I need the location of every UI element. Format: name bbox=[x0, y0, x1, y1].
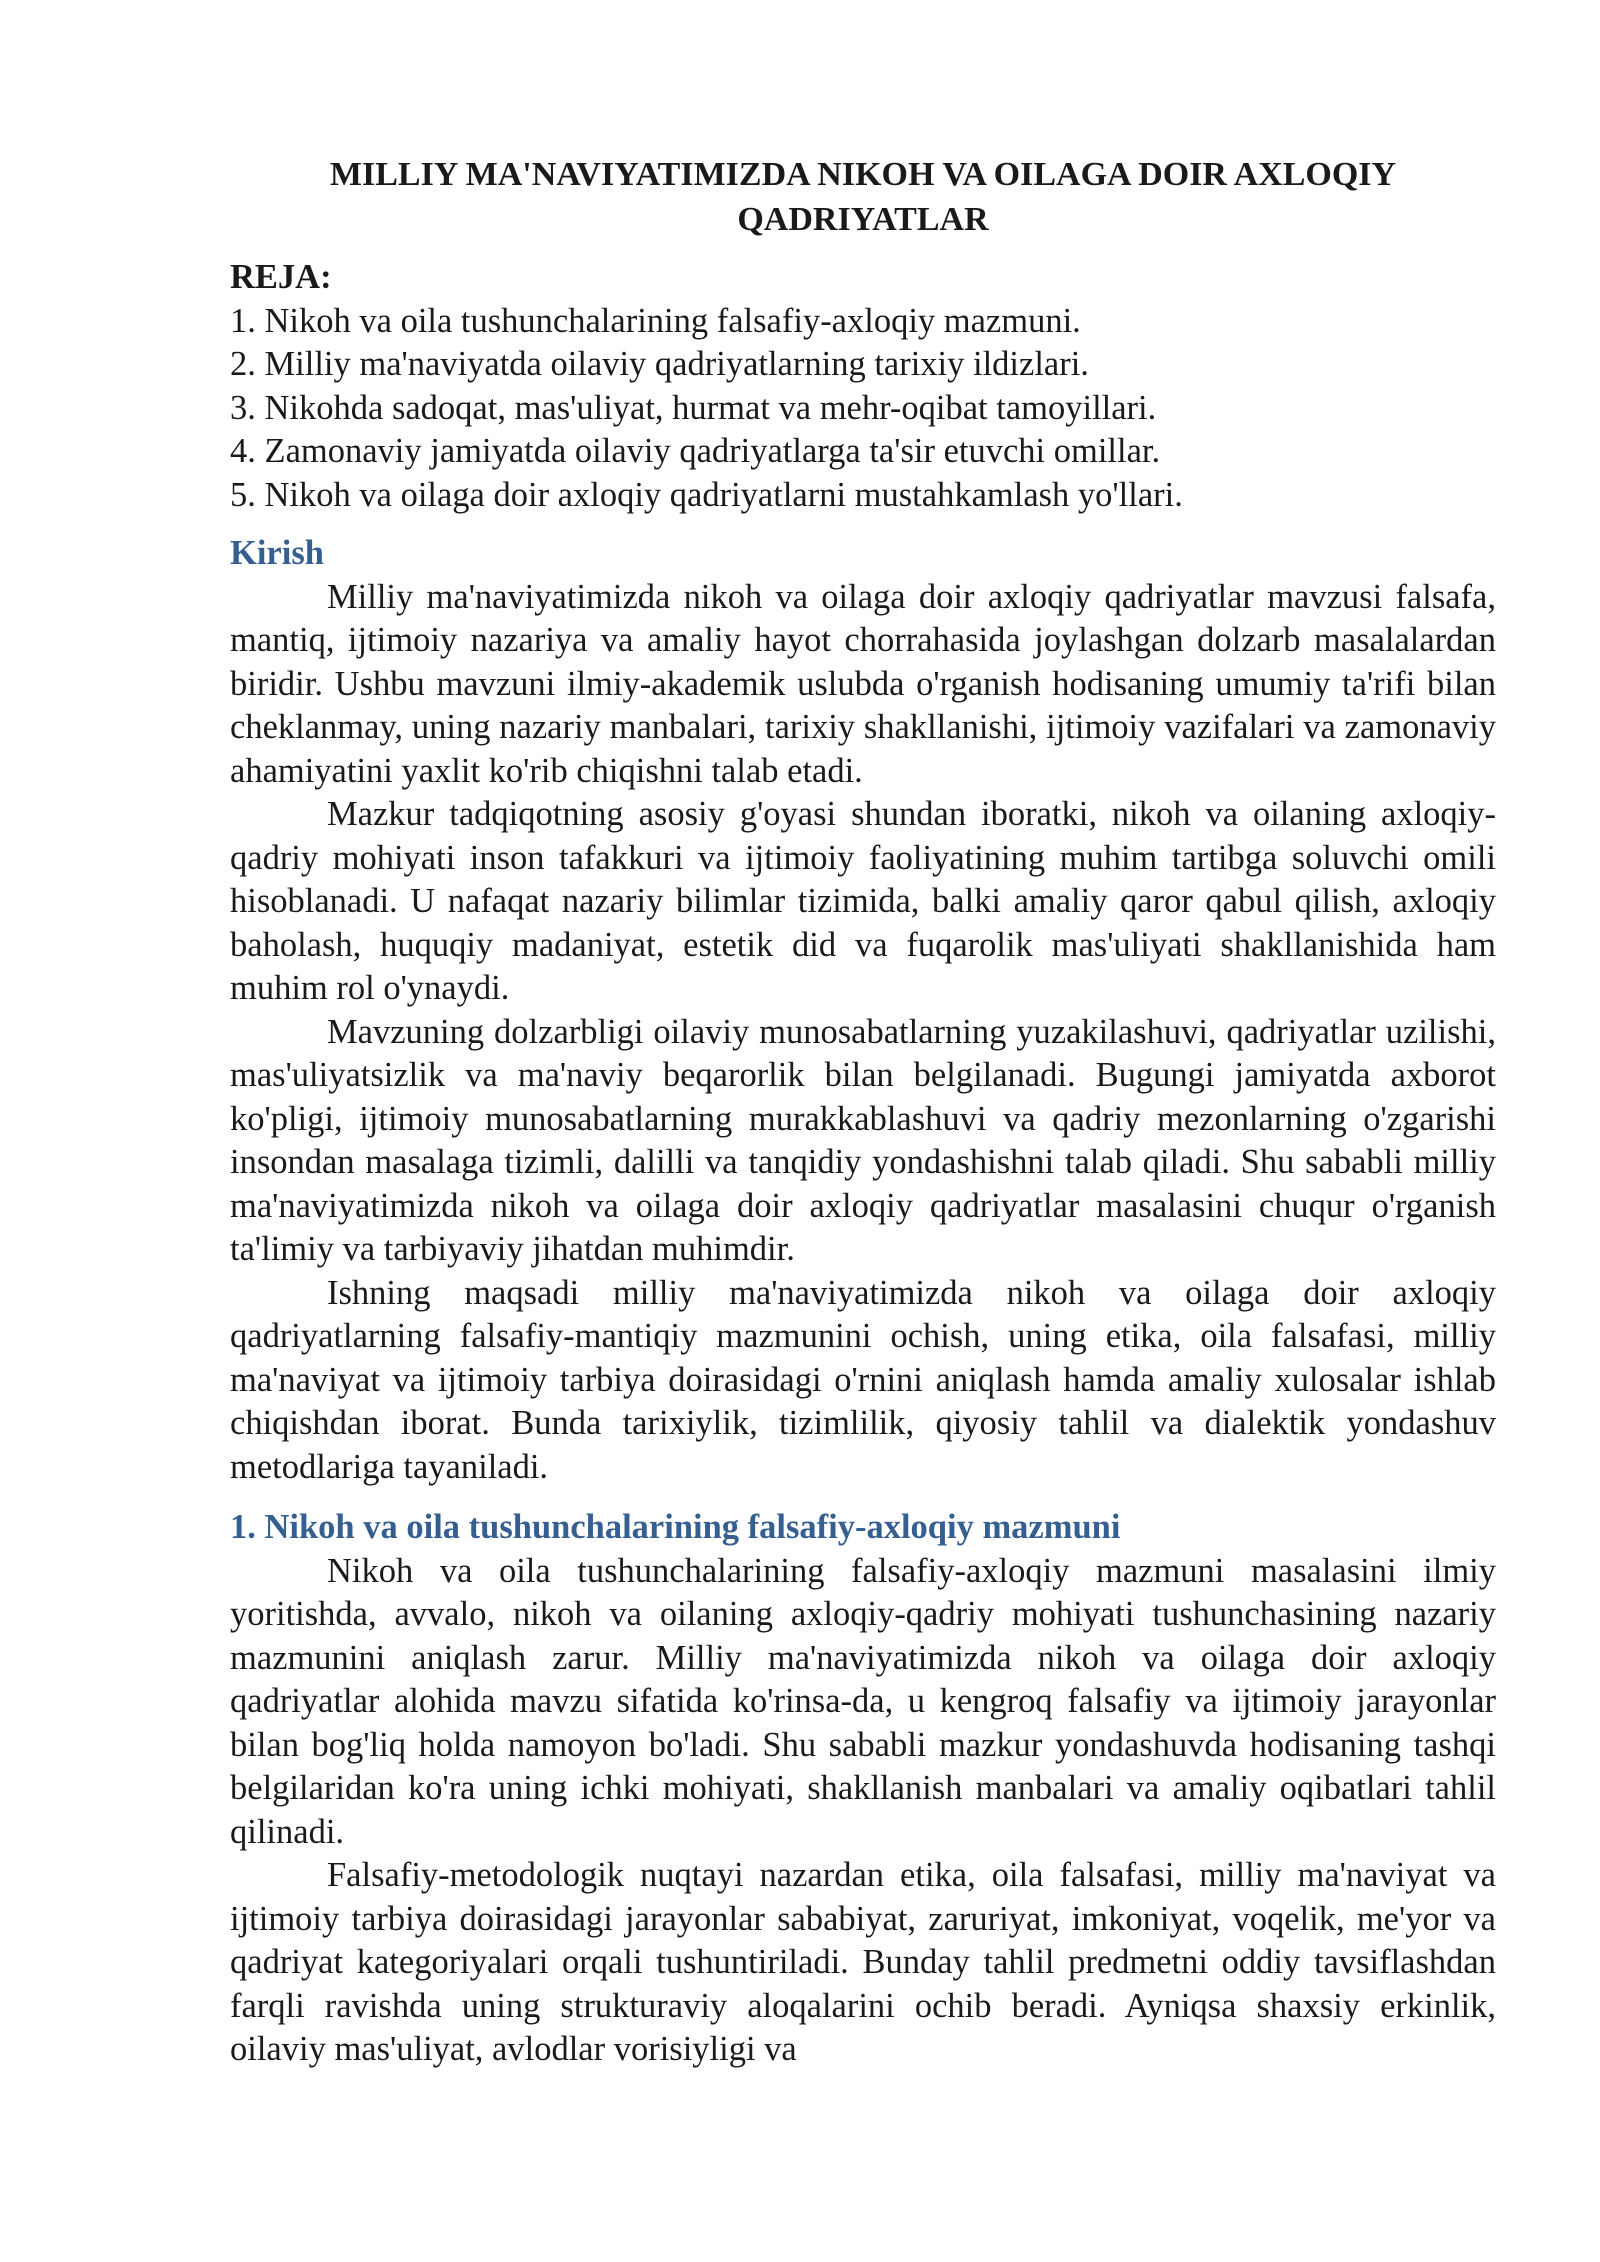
document-title: MILLIY MA'NAVIYATIMIZDA NIKOH VA OILAGA DOIR AXLOQIY QADRIYATLAR bbox=[329, 156, 1397, 238]
document-page bbox=[230, 152, 1496, 2072]
paragraph: Milliy ma'naviyatimizda nikoh va oilaga doir axloqiy qadriyatlar mavzusi falsafa, mantiq, ijtimoiy nazariya va amaliy hayot chorrahasida joylashgan dolzarb masalalardan biridir. Ushbu mavzuni ilmiy-akademik uslubda o'rganish hodisaning umumiy ta'rifi bilan cheklanmay, uning nazariy manbalari, tarixiy shakllanishi, ijtimoiy vazifalari va zamonaviy ahamiyatini yaxlit ko'rib chiqishni talab etadi. bbox=[230, 577, 1496, 790]
paragraph: Mavzuning dolzarbligi oilaviy munosabatlarning yuzakilashuvi, qadriyatlar uzilishi, mas'uliyatsizlik va ma'naviy beqarorlik bilan belgilanadi. Bugungi jamiyatda axborot ko'pligi, ijtimoiy munosabatlarning murakkablashuvi va qadriy mezonlarning o'zgarishi insondan masalaga tizimli, dalilli va tanqidiy yondashishni talab qiladi. Shu sababli milliy ma'naviyatimizda nikoh va oilaga doir axloqiy qadriyatlar masalasini chuqur o'rganish ta'limiy va tarbiyaviy jihatdan muhimdir. bbox=[230, 1012, 1496, 1268]
paragraph: Ishning maqsadi milliy ma'naviyatimizda nikoh va oilaga doir axloqiy qadriyatlarning falsafiy-mantiqiy mazmunini ochish, uning etika, oila falsafasi, milliy ma'naviyat va ijtimoiy tarbiya doirasidagi o'rnini aniqlash hamda amaliy xulosalar ishlab chiqishdan iborat. Bunda tarixiylik, tizimlilik, qiyosiy tahlil va dialektik yondashuv metodlariga tayaniladi. bbox=[230, 1273, 1496, 1486]
paragraph: Mazkur tadqiqotning asosiy g'oyasi shundan iboratki, nikoh va oilaning axloqiy-qadriy mohiyati inson tafakkuri va ijtimoiy faoliyatining muhim tartibga soluvchi omili hisoblanadi. U nafaqat nazariy bilimlar tizimida, balki amaliy qaror qabul qilish, axloqiy baholash, huquqiy madaniyat, estetik did va fuqarolik mas'uliyati shakllanishida ham muhim rol o'ynaydi. bbox=[230, 795, 1496, 1007]
plan-item: 5. Nikoh va oilaga doir axloqiy qadriyatlarni mustahkamlash yo'llari. bbox=[230, 475, 1183, 514]
plan-item: 3. Nikohda sadoqat, mas'uliyat, hurmat va mehr-oqibat tamoyillari. bbox=[230, 388, 1157, 427]
plan-heading: REJA: bbox=[230, 258, 332, 296]
plan-item: 4. Zamonaviy jamiyatda oilaviy qadriyatlarga ta'sir etuvchi omillar. bbox=[230, 432, 1161, 470]
paragraph: Nikoh va oila tushunchalarining falsafiy-axloqiy mazmuni masalasini ilmiy yoritishda, avvalo, nikoh va oilaning axloqiy-qadriy mohiyati tushunchasining nazariy mazmunini aniqlash zarur. Milliy ma'naviyatimizda nikoh va oilaga doir axloqiy qadriyatlar alohida mavzu sifatida ko'rinsa-da, u kengroq falsafiy va ijtimoiy jarayonlar bilan bog'liq holda namoyon bo'ladi. Shu sababli mazkur yondashuvda hodisaning tashqi belgilaridan ko'ra uning ichki mohiyati, shakllanish manbalari va amaliy oqibatlari tahlil qilinadi. bbox=[230, 1551, 1496, 1851]
section-heading-introduction: Kirish bbox=[230, 534, 324, 572]
plan-list bbox=[230, 300, 1496, 518]
section-heading-1: 1. Nikoh va oila tushunchalarining falsafiy-axloqiy mazmuni bbox=[230, 1508, 1121, 1546]
paragraph: Falsafiy-metodologik nuqtayi nazardan etika, oila falsafasi, milliy ma'naviyat va ijtimoiy tarbiya doirasidagi jarayonlar sababiyat, zaruriyat, imkoniyat, voqelik, me'yor va qadriyat kategoriyalari orqali tushuntiriladi. Bunday tahlil predmetni oddiy tavsiflashdan farqli ravishda uning strukturaviy aloqalarini ochib beradi. Ayniqsa shaxsiy erkinlik, oilaviy mas'uliyat, avlodlar vorisiyligi va bbox=[230, 1856, 1496, 2068]
plan-item: 2. Milliy ma'naviyatda oilaviy qadriyatlarning tarixiy ildizlari. bbox=[230, 345, 1089, 383]
plan-item: 1. Nikoh va oila tushunchalarining falsafiy-axloqiy mazmuni. bbox=[230, 301, 1081, 340]
